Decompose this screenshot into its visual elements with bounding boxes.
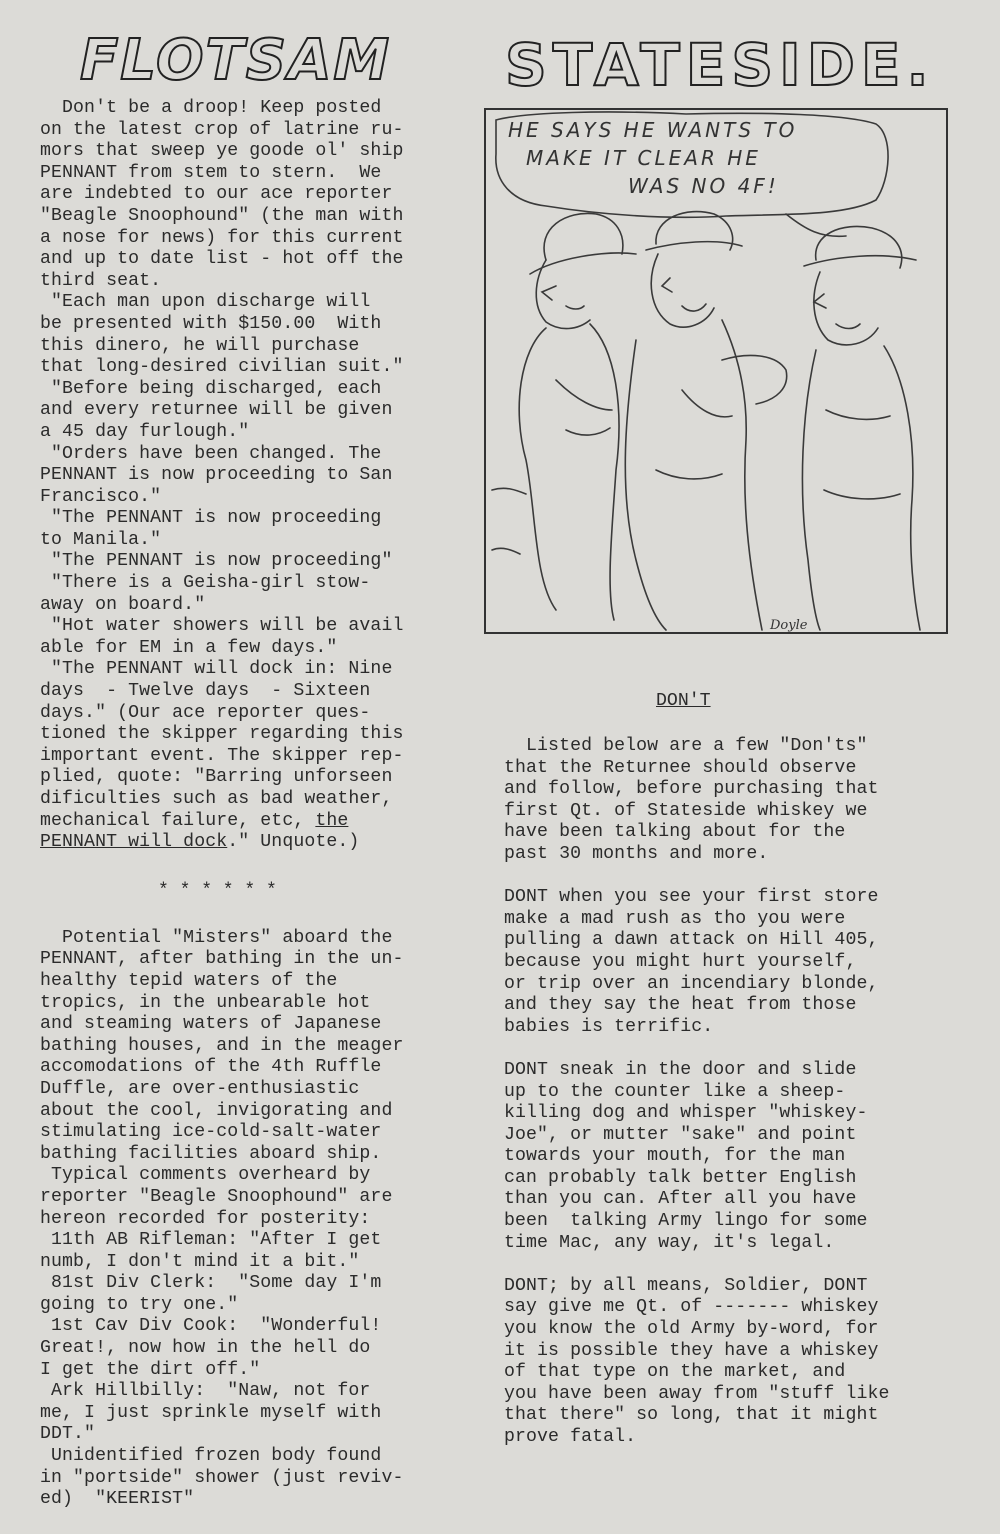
- article-line: plied, quote: "Barring unforseen: [40, 767, 393, 788]
- underlined-phrase: the: [315, 810, 349, 831]
- paragraph-gap: [504, 1038, 960, 1060]
- paragraph-gap: [504, 1254, 960, 1276]
- article-line: than you can. After all you have: [504, 1189, 857, 1210]
- artist-signature: Doyle: [770, 618, 808, 633]
- article-line: that the Returnee should observe: [504, 757, 857, 778]
- dont-column: [504, 736, 960, 1449]
- dont-paragraph: [504, 1276, 960, 1449]
- article-line: accomodations of the 4th Ruffle: [40, 1057, 382, 1078]
- article-line: DONT sneak in the door and slide: [504, 1059, 857, 1080]
- article-line: "The PENNANT is now proceeding": [40, 551, 393, 572]
- article-line: reporter "Beagle Snoophound" are: [40, 1186, 393, 1207]
- article-line: and steaming waters of Japanese: [40, 1014, 382, 1035]
- article-line: make a mad rush as tho you were: [504, 908, 846, 929]
- article-line: ed) "KEERIST": [40, 1489, 195, 1510]
- article-line: Joe", or mutter "sake" and point: [504, 1124, 857, 1145]
- underlined-phrase: PENNANT will dock: [40, 832, 228, 853]
- article-line: bathing facilities aboard ship.: [40, 1143, 382, 1164]
- article-line: "Each man upon discharge will: [40, 292, 371, 313]
- article-line: pulling a dawn attack on Hill 405,: [504, 930, 879, 951]
- speech-balloon-text: [508, 116, 888, 200]
- article-line: DDT.": [40, 1424, 96, 1445]
- article-line: Typical comments overheard by: [40, 1165, 371, 1186]
- article-line: away on board.": [40, 594, 206, 615]
- cartoon-panel: [484, 108, 948, 634]
- article-line: important event. The skipper rep-: [40, 745, 404, 766]
- article-line: a nose for news) for this current: [40, 227, 404, 248]
- article-line: PENNANT from stem to stern. We: [40, 162, 382, 183]
- article-line: hereon recorded for posterity:: [40, 1208, 371, 1229]
- article-line: of that type on the market, and: [504, 1362, 846, 1383]
- article-line: to Manila.": [40, 529, 162, 550]
- stateside-masthead: STATESIDE.: [505, 31, 935, 99]
- article-line: I get the dirt off.": [40, 1359, 261, 1380]
- article-line: healthy tepid waters of the: [40, 970, 338, 991]
- dont-heading: DON'T: [656, 691, 711, 711]
- article-line: me, I just sprinkle myself with: [40, 1402, 382, 1423]
- article-line: "Beagle Snoophound" (the man with: [40, 205, 404, 226]
- dont-paragraph: [504, 1060, 960, 1254]
- article-line: DONT when you see your first store: [504, 887, 879, 908]
- article-line: that long-desired civilian suit.": [40, 357, 404, 378]
- article-line: Ark Hillbilly: "Naw, not for: [40, 1381, 371, 1402]
- article-line: tropics, in the unbearable hot: [40, 992, 371, 1013]
- article-line: are indebted to our ace reporter: [40, 184, 393, 205]
- article-line: Francisco.": [40, 486, 162, 507]
- balloon-line: WAS NO 4F!: [628, 174, 779, 198]
- article-line: Unidentified frozen body found: [40, 1446, 382, 1467]
- article-line: prove fatal.: [504, 1427, 637, 1447]
- article-line: bathing houses, and in the meager: [40, 1035, 404, 1056]
- article-line: killing dog and whisper "whiskey-: [504, 1103, 868, 1124]
- article-line: babies is terrific.: [504, 1016, 714, 1037]
- article-line: PENNANT will dock." Unquote.): [40, 832, 360, 853]
- article-line: able for EM in a few days.": [40, 637, 338, 658]
- article-line: and follow, before purchasing that: [504, 779, 879, 800]
- article-line: days - Twelve days - Sixteen: [40, 681, 371, 702]
- dont-paragraph: [504, 736, 960, 866]
- article-line: can probably talk better English: [504, 1167, 857, 1188]
- article-line: that there" so long, that it might: [504, 1405, 879, 1426]
- article-line: Potential "Misters" aboard the: [40, 927, 393, 948]
- article-line: Listed below are a few "Don'ts": [504, 736, 868, 756]
- section-divider-stars: * * * * * *: [158, 880, 277, 901]
- article-line: "Hot water showers will be avail: [40, 616, 404, 637]
- article-line: be presented with $150.00 With: [40, 313, 382, 334]
- dont-paragraph: [504, 887, 960, 1038]
- article-line: Duffle, are over-enthusiastic: [40, 1078, 360, 1099]
- bathing-article: [40, 928, 480, 1511]
- rumors-article: [40, 98, 480, 811]
- article-line: "Before being discharged, each: [40, 378, 382, 399]
- paragraph-gap: [504, 866, 960, 888]
- article-line: PENNANT, after bathing in the un-: [40, 949, 404, 970]
- article-line: mechanical failure, etc, the: [40, 810, 349, 831]
- article-line: mors that sweep ye goode ol' ship: [40, 141, 404, 162]
- article-line: Don't be a droop! Keep posted: [40, 98, 382, 118]
- article-line: third seat.: [40, 270, 162, 291]
- article-line: and they say the heat from those: [504, 995, 857, 1016]
- article-line: numb, I don't mind it a bit.": [40, 1251, 360, 1272]
- article-line: in "portside" shower (just reviv-: [40, 1467, 404, 1488]
- dont-article: [504, 736, 960, 1449]
- article-line: because you might hurt yourself,: [504, 951, 857, 972]
- article-line: 1st Cav Div Cook: "Wonderful!: [40, 1316, 382, 1337]
- article-line: "Orders have been changed. The: [40, 443, 382, 464]
- article-line: dificulties such as bad weather,: [40, 789, 393, 809]
- flotsam-column: [40, 98, 480, 1511]
- article-line: time Mac, any way, it's legal.: [504, 1232, 835, 1253]
- article-line: about the cool, invigorating and: [40, 1100, 393, 1121]
- article-line: going to try one.": [40, 1294, 239, 1315]
- article-line: 11th AB Rifleman: "After I get: [40, 1230, 382, 1251]
- article-line: say give me Qt. of ------- whiskey: [504, 1297, 879, 1318]
- article-line: up to the counter like a sheep-: [504, 1081, 846, 1102]
- article-line: Great!, now how in the hell do: [40, 1338, 371, 1359]
- article-line: first Qt. of Stateside whiskey we: [504, 800, 868, 821]
- article-line: PENNANT is now proceeding to San: [40, 465, 393, 486]
- balloon-line: MAKE IT CLEAR HE: [526, 146, 761, 170]
- article-line: been talking Army lingo for some: [504, 1211, 868, 1232]
- article-line: days." (Our ace reporter ques-: [40, 702, 371, 723]
- article-line: on the latest crop of latrine ru-: [40, 119, 404, 140]
- article-line: it is possible they have a whiskey: [504, 1340, 879, 1361]
- article-line: or trip over an incendiary blonde,: [504, 973, 879, 994]
- article-line: a 45 day furlough.": [40, 421, 250, 442]
- article-line: "The PENNANT is now proceeding: [40, 508, 382, 529]
- article-line: and every returnee will be given: [40, 400, 393, 421]
- article-line: you have been away from "stuff like: [504, 1383, 890, 1404]
- article-line: tioned the skipper regarding this: [40, 724, 404, 745]
- article-line: you know the old Army by-word, for: [504, 1319, 879, 1340]
- article-line: 81st Div Clerk: "Some day I'm: [40, 1273, 382, 1294]
- article-line: towards your mouth, for the man: [504, 1146, 846, 1167]
- article-line: DONT; by all means, Soldier, DONT: [504, 1275, 868, 1296]
- article-line: "The PENNANT will dock in: Nine: [40, 659, 393, 680]
- article-line: this dinero, he will purchase: [40, 335, 360, 356]
- article-line: stimulating ice-cold-salt-water: [40, 1122, 382, 1143]
- article-line: "There is a Geisha-girl stow-: [40, 573, 371, 594]
- article-line: and up to date list - hot off the: [40, 249, 404, 270]
- flotsam-masthead: FLOTSAM: [80, 28, 392, 93]
- balloon-line: HE SAYS HE WANTS TO: [508, 118, 798, 142]
- article-line: past 30 months and more.: [504, 843, 769, 864]
- article-line: have been talking about for the: [504, 822, 846, 843]
